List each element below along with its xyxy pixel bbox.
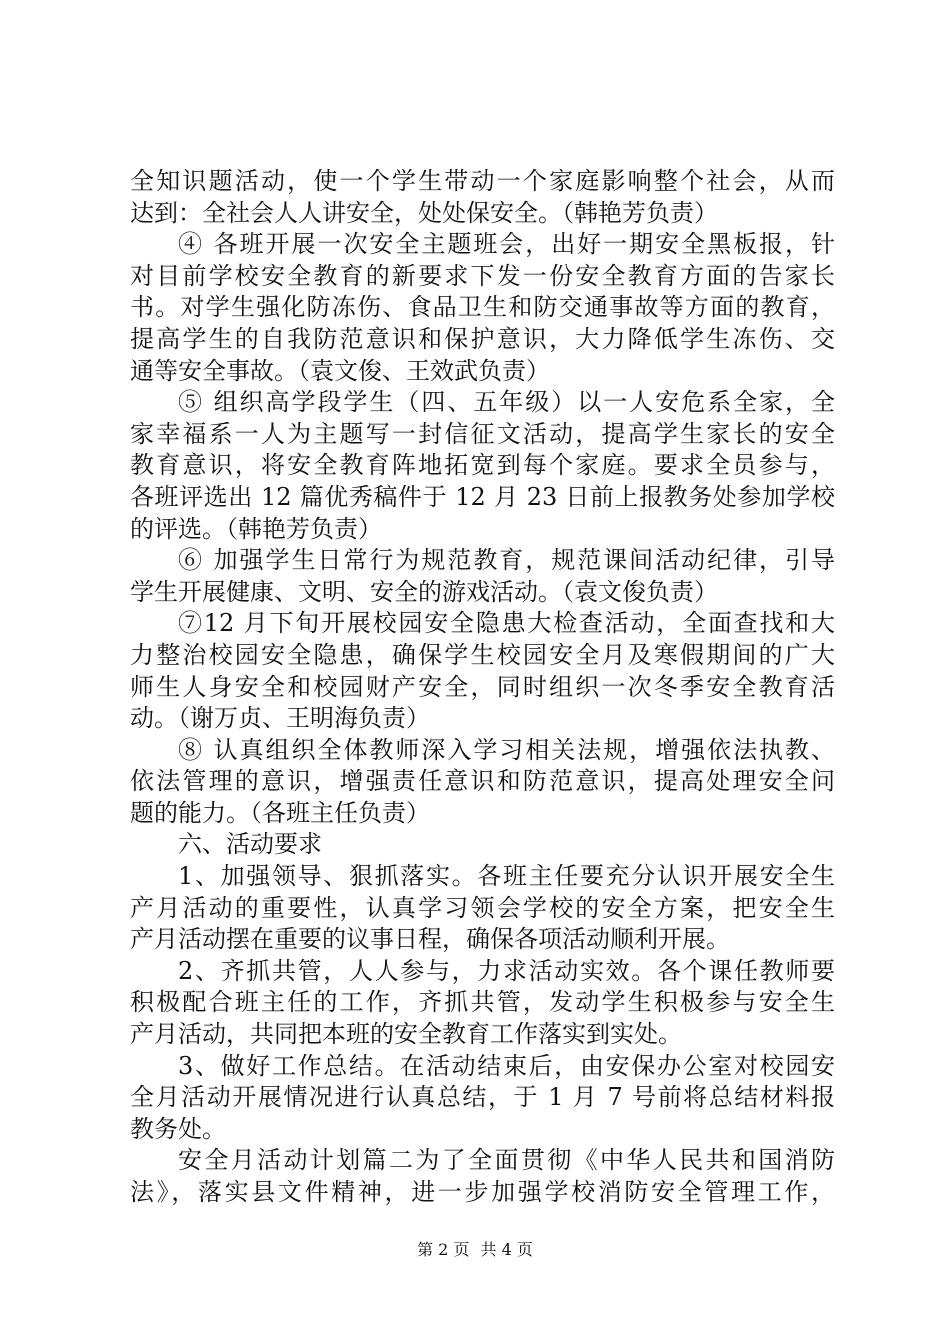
text-line: ⑥ 加强学生日常行为规范教育，规范课间活动纪律，引导 <box>178 546 835 575</box>
page-total: 共 4 页 <box>480 1240 533 1259</box>
text-line: 通等安全事故。（袁文俊、王效武负责） <box>130 356 550 385</box>
paragraph-4 <box>130 545 835 608</box>
text-line: 产月活动摆在重要的议事日程，确保各项活动顺利开展。 <box>130 925 730 954</box>
text-line: 产月活动的重要性，认真学习领会学校的安全方案，把安全生 <box>130 893 835 922</box>
page-number: 第 2 页 <box>417 1240 470 1259</box>
text-line: 积极配合班主任的工作，齐抓共管，发动学生积极参与安全生 <box>130 988 835 1017</box>
text-line: 依法管理的意识，增强责任意识和防范意识，提高处理安全问 <box>130 767 835 796</box>
heading-line: 六、活动要求 <box>178 830 322 859</box>
text-line: 全知识题活动，使一个学生带动一个家庭影响整个社会，从而 <box>130 167 835 195</box>
text-line: 师生人身安全和校园财产安全，同时组织一次冬季安全教育活 <box>130 672 835 701</box>
text-line: 1、加强领导、狠抓落实。各班主任要充分认识开展安全生 <box>178 862 835 891</box>
text-line: ⑦12 月下旬开展校园安全隐患大检查活动，全面查找和大 <box>178 609 835 638</box>
text-line: 全月活动开展情况进行认真总结，于 1 月 7 号前将总结材料报 <box>130 1083 835 1112</box>
text-line: 各班评选出 12 篇优秀稿件于 12 月 23 日前上报教务处参加学校 <box>130 482 835 511</box>
paragraph-1 <box>130 166 835 229</box>
paragraph-9 <box>130 1051 835 1146</box>
page-footer <box>0 1240 950 1260</box>
paragraph-3 <box>130 387 835 545</box>
text-line: 力整治校园安全隐患，确保学生校园安全月及寒假期间的广大 <box>130 640 835 669</box>
text-line: 教育意识，将安全教育阵地拓宽到每个家庭。要求全员参与， <box>130 451 835 480</box>
paragraph-10 <box>130 1145 835 1208</box>
paragraph-7 <box>130 861 835 956</box>
text-line: 对目前学校安全教育的新要求下发一份安全教育方面的告家长 <box>130 261 835 290</box>
document-body <box>130 166 835 1209</box>
text-line: 家幸福系一人为主题写一封信征文活动，提高学生家长的安全 <box>130 419 835 448</box>
text-line: 达到：全社会人人讲安全，处处保安全。（韩艳芳负责） <box>130 198 718 227</box>
text-line: 的评选。（韩艳芳负责） <box>130 514 382 543</box>
paragraph-5 <box>130 608 835 734</box>
text-line: 教务处。 <box>130 1114 226 1143</box>
text-line: ④ 各班开展一次安全主题班会，出好一期安全黑板报，针 <box>178 230 835 259</box>
text-line: 动。（谢万贞、王明海负责） <box>130 704 430 733</box>
text-line: 提高学生的自我防范意识和保护意识，大力降低学生冻伤、交 <box>130 324 835 353</box>
paragraph-8 <box>130 956 835 1051</box>
text-line: 产月活动，共同把本班的安全教育工作落实到实处。 <box>130 1020 682 1049</box>
text-line: 安全月活动计划篇二为了全面贯彻《中华人民共和国消防 <box>178 1146 835 1175</box>
paragraph-6 <box>130 735 835 830</box>
paragraph-2 <box>130 229 835 387</box>
text-line: 书。对学生强化防冻伤、食品卫生和防交通事故等方面的教育， <box>130 293 835 322</box>
text-line: 3、做好工作总结。在活动结束后，由安保办公室对校园安 <box>178 1051 835 1080</box>
text-line: 2、齐抓共管，人人参与，力求活动实效。各个课任教师要 <box>178 956 835 985</box>
text-line: ⑧ 认真组织全体教师深入学习相关法规，增强依法执教、 <box>178 735 835 764</box>
text-line: 题的能力。（各班主任负责） <box>130 798 430 827</box>
text-line: ⑤ 组织高学段学生（四、五年级）以一人安危系全家，全 <box>178 388 835 417</box>
section-heading <box>130 829 835 861</box>
text-line: 法》，落实县文件精神，进一步加强学校消防安全管理工作， <box>130 1178 835 1206</box>
text-line: 学生开展健康、文明、安全的游戏活动。（袁文俊负责） <box>130 577 718 606</box>
